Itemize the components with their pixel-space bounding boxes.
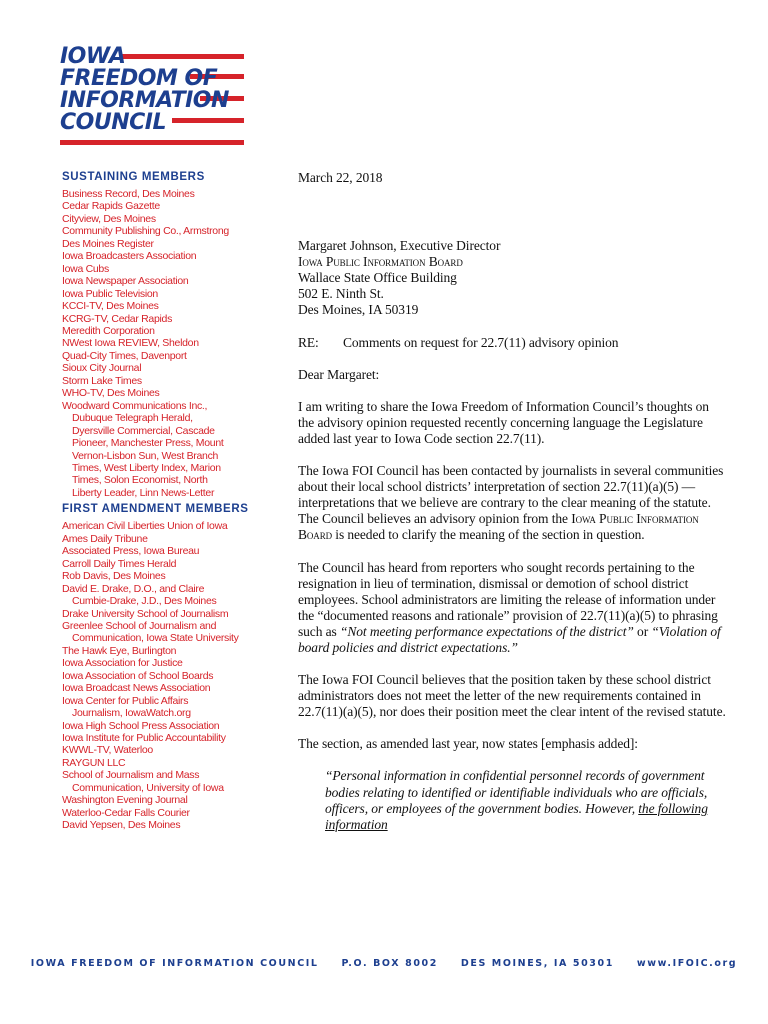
paragraph-text: or [633,623,652,639]
letterhead-footer [0,958,768,969]
member-item: School of Journalism and Mass [62,769,200,782]
address-line: Margaret Johnson, Executive Director [298,238,501,254]
paragraph-text: The Iowa FOI Council has been contacted by journalists in several communities about their local school districts’ interpretation of section 22.7(11)(a)(5) — interpretations that we believe are contrary to the clear meaning of the statute. The Council believes an advisory opinion from the [298,463,724,527]
member-item: Greenlee School of Journalism and [62,619,217,632]
address-line: Wallace State Office Building [298,270,457,286]
member-item: Cedar Rapids Gazette [62,200,160,213]
subject-label: RE: [298,334,319,350]
member-item: Iowa Institute for Public Accountability [62,732,226,745]
logo-stripe [172,118,244,123]
member-item: Iowa High School Press Association [62,719,220,732]
member-item: Washington Evening Journal [62,794,188,807]
member-item-continued: Liberty Leader, Linn News-Letter [72,486,215,499]
footer-city: DES MOINES, IA 50301 [460,958,614,969]
recipient-address [298,238,728,318]
paragraph-1: I am writing to share the Iowa Freedom of Information Council’s thoughts on the advisory opinion requested recently concerning language the Legislature added last year to Iowa Code section 22.7(11). [298,398,709,446]
member-item: Waterloo-Cedar Falls Courier [62,806,190,819]
member-item: Rob Davis, Des Moines [62,570,166,583]
member-item: Iowa Association of School Boards [62,669,214,682]
member-item: American Civil Liberties Union of Iowa [62,520,228,533]
logo-line-3: INFORMATION [60,88,229,113]
member-item-continued: Vernon-Lisbon Sun, West Branch [72,449,219,462]
member-item: NWest Iowa REVIEW, Sheldon [62,337,199,350]
paragraph-2 [298,463,728,543]
member-item: Sioux City Journal [62,362,142,375]
member-item-continued: Communication, Iowa State University [72,632,239,645]
member-item: Woodward Communications Inc., [62,399,208,412]
member-item: Cityview, Des Moines [62,212,156,225]
member-item: David Yepsen, Des Moines [62,819,181,832]
paragraph-3 [298,560,728,657]
salutation: Dear Margaret: [298,366,380,382]
member-item-continued: Times, West Liberty Index, Marion [72,461,221,474]
member-item: Iowa Association for Justice [62,657,183,670]
logo-stripe [122,54,244,59]
member-item: Iowa Center for Public Affairs [62,694,189,707]
member-item: Iowa Broadcasters Association [62,250,197,263]
member-item-continued: Journalism, IowaWatch.org [72,707,191,720]
member-item: Iowa Newspaper Association [62,275,189,288]
member-item-continued: Dubuque Telegraph Herald, [72,412,193,425]
paragraph-4: The Iowa FOI Council believes that the position taken by these school district administrators does not meet the letter of the new requirements contained in 22.7(11)(a)(5), nor does their position meet the clear intent of the revised statute. [298,672,726,720]
letter-body [298,170,728,833]
member-item: Des Moines Register [62,237,154,250]
member-item: WHO-TV, Des Moines [62,387,160,400]
quoted-phrase: “Not meeting performance expectations of the district” [339,623,634,639]
council-logo [60,46,245,146]
member-item: The Hawk Eye, Burlington [62,644,177,657]
member-item-continued: Communication, University of Iowa [72,781,224,794]
member-item: Quad-City Times, Davenport [62,349,187,362]
quoted-phrase: “Violation of board policies and district expectations.” [298,623,721,655]
address-line: 502 E. Ninth St. [298,286,384,302]
member-item: KWWL-TV, Waterloo [62,744,153,757]
letter-date: March 22, 2018 [298,170,383,185]
member-item: Associated Press, Iowa Bureau [62,545,200,558]
member-item-continued: Cumbie-Drake, J.D., Des Moines [72,595,217,608]
member-item: Iowa Broadcast News Association [62,682,211,695]
sustaining-members-list [62,188,252,499]
subject-line [298,335,728,351]
member-item: Meredith Corporation [62,324,155,337]
emphasized-text: the following information [325,800,708,832]
member-item: Iowa Public Television [62,287,158,300]
footer-org: IOWA FREEDOM OF INFORMATION COUNCIL [30,958,319,969]
logo-line-2: FREEDOM OF [60,66,218,91]
address-line: Des Moines, IA 50319 [298,302,419,318]
member-item: Business Record, Des Moines [62,188,195,200]
member-item: David E. Drake, D.O., and Claire [62,582,205,595]
logo-stripe [60,140,244,145]
subject-text: Comments on request for 22.7(11) advisory opinion [343,334,619,350]
first-amendment-members-list [62,520,252,831]
statute-quote [298,768,728,832]
paragraph-text: is needed to clarify the meaning of the section in question. [332,527,645,543]
member-item: Drake University School of Journalism [62,607,229,620]
paragraph-5: The section, as amended last year, now states [emphasis added]: [298,736,638,752]
board-name: Iowa Public Information Board [298,511,699,543]
member-item: Community Publishing Co., Armstrong [62,225,229,238]
member-item: KCCI-TV, Des Moines [62,300,159,313]
logo-line-1: IOWA [60,44,126,69]
member-item: Carroll Daily Times Herald [62,557,177,570]
footer-website[interactable]: www.IFOIC.org [636,958,738,969]
member-item: Storm Lake Times [62,374,142,387]
member-item-continued: Times, Solon Economist, North [72,474,208,487]
paragraph-text: The Council has heard from reporters who sought records pertaining to the resignation in lieu of termination, dismissal or demotion of school district employees. School administrators are limiting the release of information under the “documented reasons and rationale” provision of 22.7(11)(a)(5) to phrasing such as [298,559,718,639]
address-line: Iowa Public Information Board [298,254,463,270]
member-item: RAYGUN LLC [62,756,126,769]
member-item: KCRG-TV, Cedar Rapids [62,312,173,325]
member-item: Ames Daily Tribune [62,532,148,545]
footer-po-box: P.O. BOX 8002 [341,958,438,969]
member-item-continued: Dyersville Commercial, Cascade [72,424,215,437]
member-sidebar [62,170,252,832]
first-amendment-members-heading: FIRST AMENDMENT MEMBERS [62,503,249,516]
member-item-continued: Pioneer, Manchester Press, Mount [72,437,224,450]
sustaining-members-heading: SUSTAINING MEMBERS [62,171,205,183]
quote-text: “Personal information in confidential personnel records of government bodies relating to identified or identifiable individuals who are officials, officers, or employees of the government bodies. However, [325,768,708,816]
member-item: Iowa Cubs [62,262,109,275]
logo-line-4: COUNCIL [60,110,166,135]
